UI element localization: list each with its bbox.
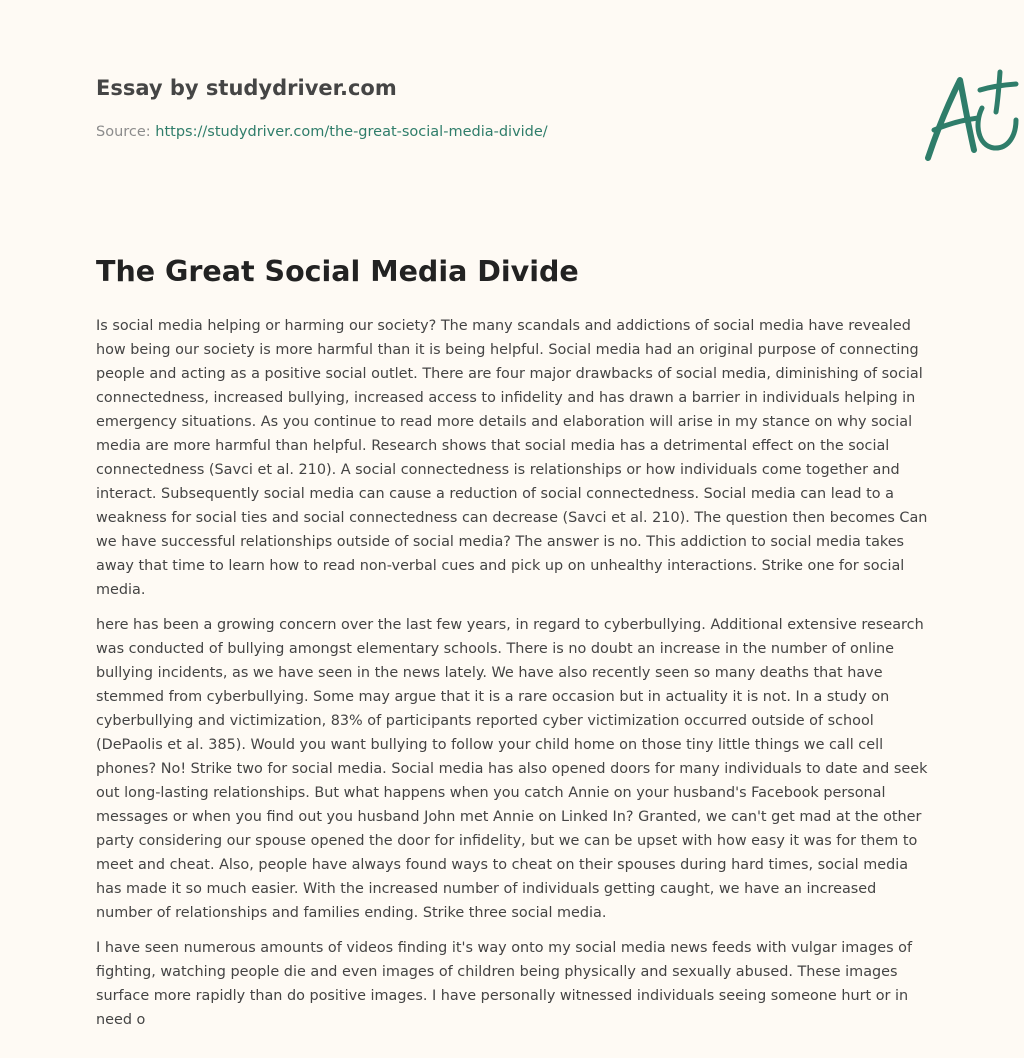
site-brand: Essay by studydriver.com xyxy=(96,76,397,100)
essay-body xyxy=(96,314,932,1043)
source-line xyxy=(96,124,548,140)
a-plus-grade-icon xyxy=(916,66,1024,166)
essay-paragraph: here has been a growing concern over the last few years, in regard to cyberbullying. Additional extensive research was conducted of bullying amongst elementary schools. There is no doubt an increase in the number of online bullying incidents, as we have seen in the news lately. We have also recently seen so many deaths that have stemmed from cyberbullying. Some may argue that it is a rare occasion but in actuality it is not. In a study on cyberbullying and victimization, 83% of participants reported cyber victimization occurred outside of school (DePaolis et al. 385). Would you want bullying to follow your child home on those tiny little things we call cell phones? No! Strike two for social media. Social media has also opened doors for many individuals to date and seek out long-lasting relationships. But what happens when you catch Annie on your husband's Facebook personal messages or when you find out you husband John met Annie on Linked In? Granted, we can't get mad at the other party considering our spouse opened the door for infidelity, but we can be upset with how easy it was for them to meet and cheat. Also, people have always found ways to cheat on their spouses during hard times, social media has made it so much easier. With the increased number of individuals getting caught, we have an increased number of relationships and families ending. Strike three social media. xyxy=(96,617,928,921)
essay-paragraph: Is social media helping or harming our society? The many scandals and addictions of social media have revealed how being our society is more harmful than it is being helpful. Social media had an original purpose of connecting people and acting as a positive social outlet. There are four major drawbacks of social media, diminishing of social connectedness, increased bullying, increased access to infidelity and has drawn a barrier in individuals helping in emergency situations. As you continue to read more details and elaboration will arise in my stance on why social media are more harmful than helpful. Research shows that social media has a detrimental effect on the social connectedness (Savci et al. 210). A social connectedness is relationships or how individuals come together and interact. Subsequently social media can cause a reduction of social connectedness. Social media can lead to a weakness for social ties and social connectedness can decrease (Savci et al. 210). The question then becomes Can we have successful relationships outside of social media? The answer is no. This addiction to social media takes away that time to learn how to read non-verbal cues and pick up on unhealthy interactions. Strike one for social media. xyxy=(96,318,928,598)
essay-title: The Great Social Media Divide xyxy=(96,255,579,288)
source-link[interactable]: https://studydriver.com/the-great-social-media-divide/ xyxy=(155,124,548,140)
source-label: Source: xyxy=(96,124,151,140)
essay-paragraph: I have seen numerous amounts of videos finding it's way onto my social media news feeds with vulgar images of fighting, watching people die and even images of children being physically and sexually abused. These images surface more rapidly than do positive images. I have personally witnessed individuals seeing someone hurt or in need o xyxy=(96,940,913,1028)
